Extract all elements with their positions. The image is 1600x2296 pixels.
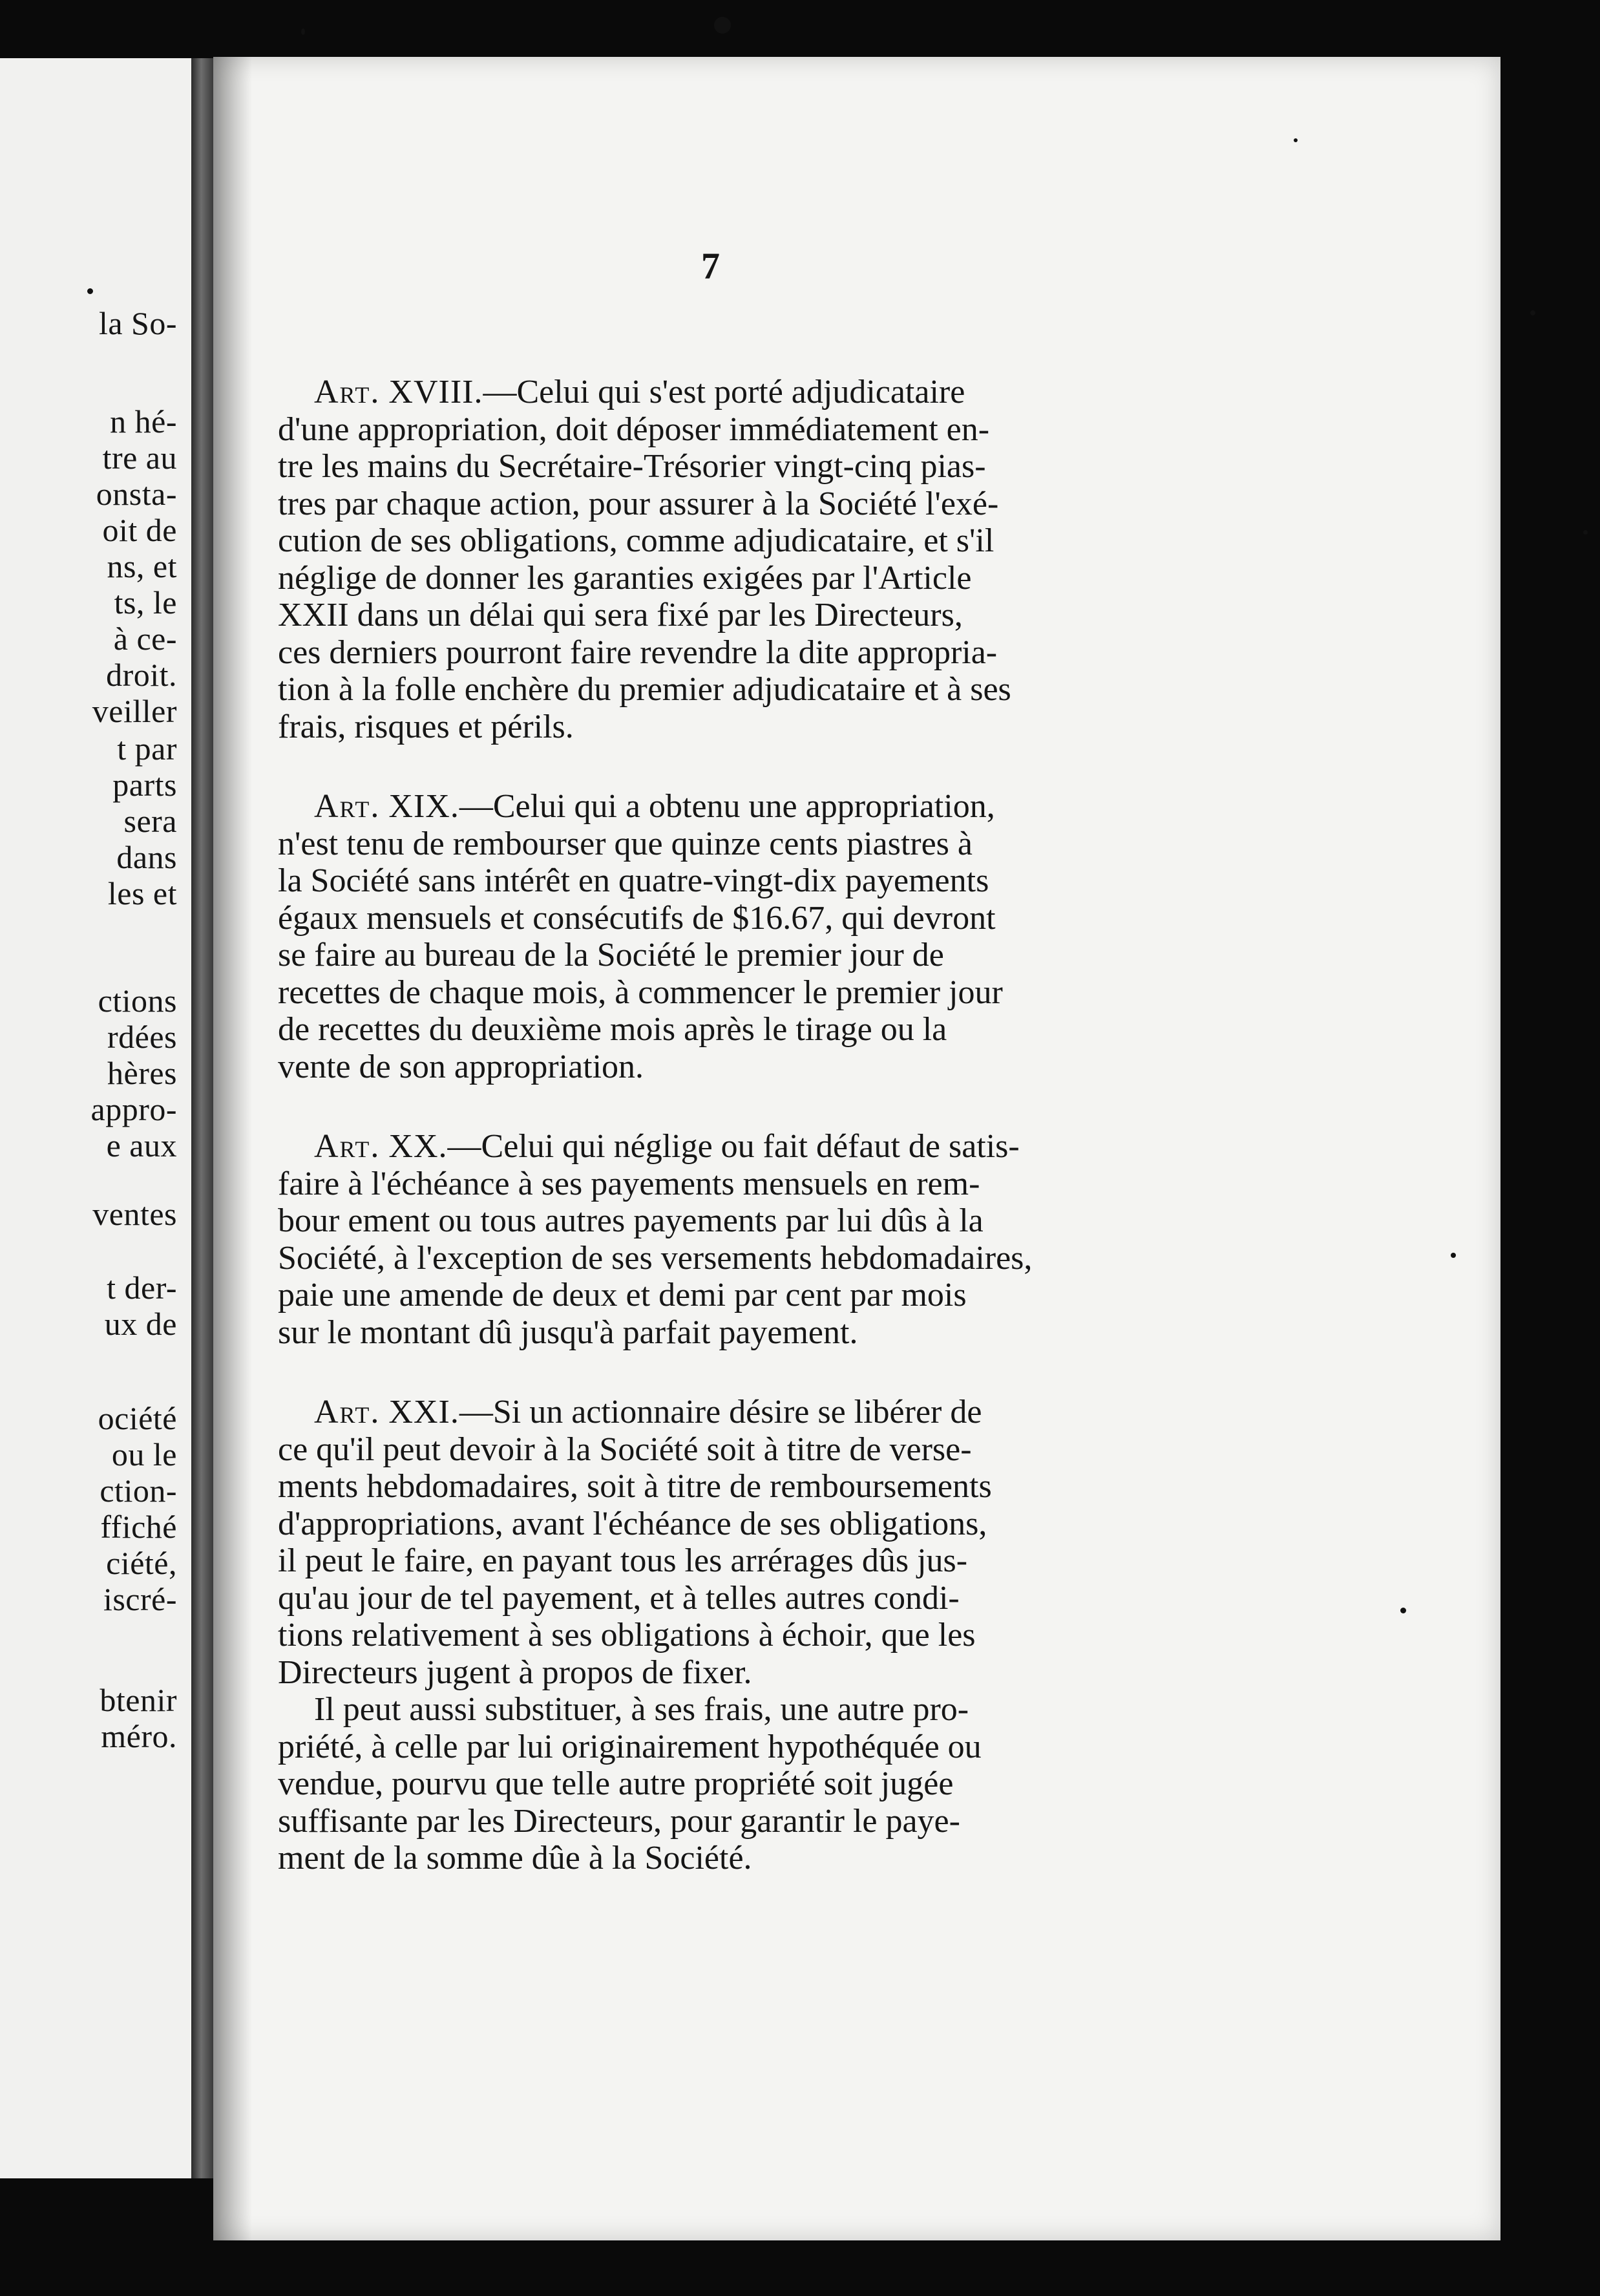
scan-speck <box>1451 1253 1456 1258</box>
text-line: cution de ses obligations, comme adjudicataire, et s'il <box>278 522 995 559</box>
previous-page-line-fragment: ou le <box>111 1436 177 1472</box>
article-text: —Si un actionnaire désire se libérer de <box>459 1394 982 1430</box>
previous-page-line-fragment: tre au <box>102 440 177 476</box>
previous-page-line-fragment: t der- <box>107 1270 177 1306</box>
article-label: Art. <box>314 1128 381 1165</box>
previous-page-line-fragment: ctions <box>98 983 177 1019</box>
previous-page-line-fragment: t par <box>117 730 177 767</box>
text-line: bour ement ou tous autres payements par lui dûs à la <box>278 1202 984 1239</box>
text-line: paie une amende de deux et demi par cent par mois <box>278 1277 967 1313</box>
previous-page-line-fragment: e aux <box>106 1127 177 1164</box>
previous-page-line-fragment: iscré- <box>103 1581 177 1617</box>
text-line: Société, à l'exception de ses versements hebdomadaires, <box>278 1239 1033 1277</box>
text-line <box>278 1128 1376 1165</box>
scan-speck <box>1400 1608 1406 1613</box>
text-line: faire à l'échéance à ses payements mensuels en rem- <box>278 1165 980 1202</box>
scan-speck <box>1294 138 1298 142</box>
text-line: sur le montant dû jusqu'à parfait payement. <box>278 1313 858 1351</box>
text-line: n'est tenu de rembourser que quinze cents piastres à <box>278 825 973 862</box>
text-line: vendue, pourvu que telle autre propriété soit jugée <box>278 1765 954 1802</box>
text-line: d'appropriations, avant l'échéance de ses obligations, <box>278 1505 987 1542</box>
previous-page-line-fragment: ts, le <box>114 584 177 621</box>
continuation-paragraph <box>278 1691 1376 1877</box>
text-line: tres par chaque action, pour assurer à la Société l'exé- <box>278 485 999 522</box>
text-line: Directeurs jugent à propos de fixer. <box>278 1653 752 1691</box>
previous-page-line-fragment: ux de <box>104 1306 177 1342</box>
article-label: Art. <box>314 1394 381 1430</box>
text-line: XXII dans un délai qui sera fixé par les Directeurs, <box>278 597 963 633</box>
text-line: se faire au bureau de la Société le premier jour de <box>278 937 944 973</box>
article-text: —Celui qui a obtenu une appropriation, <box>459 788 995 825</box>
scan-speck <box>714 17 731 34</box>
previous-page-fragment <box>0 58 191 2178</box>
article-paragraph <box>278 1128 1376 1351</box>
text-line: suffisante par les Directeurs, pour garantir le paye- <box>278 1802 960 1840</box>
text-line: recettes de chaque mois, à commencer le premier jour <box>278 973 1003 1011</box>
article-label: Art. <box>314 374 381 410</box>
text-line: priété, à celle par lui originairement hypothéquée ou <box>278 1728 982 1765</box>
text-line: d'une appropriation, doit déposer immédiatement en- <box>278 410 990 448</box>
previous-page-line-fragment: droit. <box>106 657 177 693</box>
text-line: tion à la folle enchère du premier adjudicataire et à ses <box>278 671 1011 708</box>
text-line: frais, risques et périls. <box>278 708 574 745</box>
previous-page-line-fragment: la So- <box>98 305 177 341</box>
article-label: Art. <box>314 788 381 825</box>
previous-page-line-fragment: dans <box>116 839 177 875</box>
text-line: Il peut aussi substituer, à ses frais, une autre pro- <box>314 1691 969 1728</box>
previous-page-line-fragment: ciété, <box>106 1545 177 1581</box>
article-text: —Celui qui néglige ou fait défaut de satis- <box>447 1128 1020 1165</box>
text-line: vente de son appropriation. <box>278 1048 644 1085</box>
text-line: ce qu'il peut devoir à la Société soit à titre de verse- <box>278 1430 972 1468</box>
previous-page-line-fragment: rdées <box>107 1019 177 1055</box>
text-line: la Société sans intérêt en quatre-vingt-dix payements <box>278 862 989 899</box>
previous-page-line-fragment: onsta- <box>96 476 177 512</box>
previous-page-line-fragment: appro- <box>90 1091 177 1127</box>
previous-page-line-fragment: n hé- <box>110 403 177 440</box>
previous-page-line-fragment: ns, et <box>107 548 177 584</box>
previous-page-line-fragment: à ce- <box>113 621 177 657</box>
article-paragraph <box>278 374 1376 745</box>
previous-page-line-fragment: oit de <box>102 512 177 548</box>
scan-speck <box>1530 310 1535 315</box>
scan-speck <box>1583 530 1588 535</box>
previous-page-line-fragment: hères <box>107 1055 177 1091</box>
article-number: XX. <box>388 1128 448 1165</box>
text-line: ments hebdomadaires, soit à titre de remboursements <box>278 1468 992 1505</box>
text-line: ment de la somme dûe à la Société. <box>278 1840 752 1876</box>
previous-page-line-fragment: btenir <box>100 1682 177 1718</box>
previous-page-line-fragment: ventes <box>92 1196 177 1232</box>
article-number: XVIII. <box>388 374 483 410</box>
page-edge-shadow <box>213 57 252 2240</box>
scan-speck <box>301 28 305 35</box>
previous-page-line-fragment: veiller <box>92 693 177 729</box>
text-line: qu'au jour de tel payement, et à telles autres condi- <box>278 1579 960 1617</box>
previous-page-line-fragment: ociété <box>98 1400 177 1436</box>
article-paragraph <box>278 788 1376 1085</box>
text-line: tre les mains du Secrétaire-Trésorier vingt-cinq pias- <box>278 448 986 485</box>
document-page <box>213 57 1500 2240</box>
previous-page-line-fragment: sera <box>123 803 177 839</box>
article-number: XIX. <box>388 788 459 825</box>
text-line: égaux mensuels et consécutifs de $16.67, qui devront <box>278 899 996 937</box>
scan-speck <box>87 288 93 294</box>
article-number: XXI. <box>388 1394 459 1430</box>
text-line <box>278 374 1376 411</box>
text-line <box>278 788 1376 825</box>
text-line: ces derniers pourront faire revendre la dite appropria- <box>278 633 998 671</box>
page-body <box>278 374 1376 1877</box>
text-line: de recettes du deuxième mois après le tirage ou la <box>278 1011 947 1048</box>
book-gutter <box>191 58 213 2178</box>
text-line: néglige de donner les garanties exigées par l'Article <box>278 559 972 597</box>
previous-page-line-fragment: ction- <box>100 1472 177 1509</box>
text-line <box>278 1394 1376 1431</box>
article-text: —Celui qui s'est porté adjudicataire <box>483 374 965 410</box>
previous-page-line-fragment: parts <box>112 767 177 803</box>
previous-page-line-fragment: ffiché <box>100 1509 177 1545</box>
article-paragraph <box>278 1394 1376 1691</box>
text-line: il peut le faire, en payant tous les arrérages dûs jus- <box>278 1542 968 1579</box>
text-line: tions relativement à ses obligations à échoir, que les <box>278 1617 976 1653</box>
previous-page-line-fragment: les et <box>107 875 177 911</box>
page-number: 7 <box>701 245 720 287</box>
previous-page-line-fragment: méro. <box>101 1718 177 1754</box>
